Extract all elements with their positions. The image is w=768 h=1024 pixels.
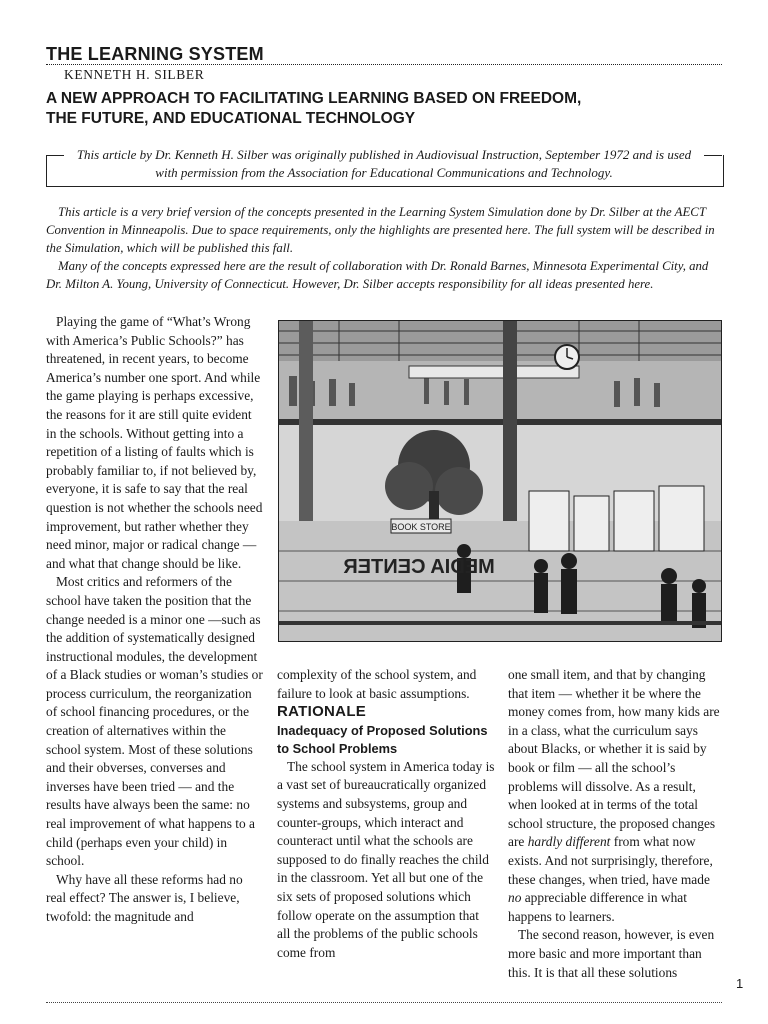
col3-text-a: one small item, and that by changing that item — whether it be where the money comes from, how many kids are in a class, what the curriculum says about Blacks, or whether it is said by book or film — all the school’s problems will dissolve. As a result, when looked at in terms of the total school structure, the proposed changes are bbox=[508, 667, 720, 850]
media-center-sign: MEDIA CENTER bbox=[343, 556, 495, 578]
section-heading-rationale: RATIONALE bbox=[277, 703, 367, 721]
col2-paragraph-2: The school system in America today is a vast set of bureaucratically organized systems and subsystems, group and counter-groups, which interact and counteract until what the schools are supposed to do finally reaches the child in the classroom. Yet all but one of the six sets of proposed solutions which follow operate on the assumption that all the problems of the public schools come from bbox=[277, 758, 495, 960]
body-column-2 bbox=[277, 666, 495, 962]
note-box-top-left-rule bbox=[46, 155, 64, 156]
col3-paragraph-1 bbox=[508, 666, 722, 926]
note-line-2: with permission from the Association for Educational Communications and Technology. bbox=[155, 165, 613, 180]
col1-paragraph-2: Most critics and reformers of the school have taken the position that the change needed is a minor one —such as the addition of systematically designed instructional modules, the development of a Black studies or woman’s studies or process curriculum, the reorganization of school financing procedures, or the creation of alternatives within the school system. Most of these solutions and their obverses, converses and inverses have been tried — and the results have always been the same: no real improvement of what happens to a child (perhaps even your child) in school. bbox=[46, 574, 263, 869]
col3-text-b: from what now exists. And not surprisingly, therefore, these changes, when tried, have made bbox=[508, 834, 713, 887]
intro-italic-paragraphs bbox=[46, 203, 722, 293]
col1-paragraph-1: Playing the game of “What’s Wrong with America’s Public Schools?” has threatened, in recent years, to become America’s number one sport. And while the game playing is perhaps excessive, the reasons for it are still quite evident in the schools. Without getting into a repetition of a listing of faults which is probably familiar to, if not believed by, everyone, it is safe to say that the real question is not whether the schools need improvement, but rather whether they need minor, major or radical change — and what that change should be like. bbox=[46, 314, 263, 571]
article-subtitle bbox=[46, 89, 736, 129]
col3-emphasis-no: no bbox=[508, 890, 522, 906]
intro-paragraph-1: This article is a very brief version of the concepts presented in the Learning System Simulation done by Dr. Silber at the AECT Convention in Minneapolis. Due to space requirements, only the highlights are presented here. The full system will be described in the Simulation, which will be published this fall. bbox=[46, 205, 715, 255]
footer-dotted-divider bbox=[46, 1002, 722, 1003]
note-line-1: This article by Dr. Kenneth H. Silber was originally published in Audiovisual Instruction, September 1972 and is used bbox=[76, 147, 692, 162]
subtitle-line-1: A NEW APPROACH TO FACILITATING LEARNING BASED ON FREEDOM, bbox=[46, 90, 582, 107]
subtitle-line-2: THE FUTURE, AND EDUCATIONAL TECHNOLOGY bbox=[46, 110, 416, 127]
col2-paragraph-1: complexity of the school system, and failure to look at basic assumptions. bbox=[277, 667, 477, 701]
header-dotted-divider bbox=[46, 64, 722, 65]
author-name: KENNETH H. SILBER bbox=[64, 67, 205, 82]
col1-paragraph-3: Why have all these reforms had no real effect? The answer is, I believe, twofold: the magnitude and bbox=[46, 871, 243, 924]
col3-text-c: appreciable difference in what happens to learners. bbox=[508, 890, 687, 924]
col3-emphasis-hardly-different: hardly different bbox=[527, 834, 611, 850]
body-column-1 bbox=[46, 313, 264, 927]
note-box-top-right-rule bbox=[704, 155, 722, 156]
page-number: 1 bbox=[736, 976, 744, 991]
col3-paragraph-2: The second reason, however, is even more basic and more important than this. It is that all these solutions bbox=[508, 927, 715, 980]
book-store-sign: BOOK STORE bbox=[391, 522, 451, 532]
learning-center-illustration bbox=[278, 320, 722, 642]
body-column-3 bbox=[508, 666, 722, 982]
permission-note-text bbox=[64, 146, 704, 182]
subsection-heading: Inadequacy of Proposed Solutions to School Problems bbox=[277, 722, 488, 756]
intro-paragraph-2: Many of the concepts expressed here are the result of collaboration with Dr. Ronald Barnes, Minnesota Experimental City, and Dr. Milton A. Young, University of Connecticut. However, Dr. Silber accepts responsibility for all ideas presented here. bbox=[46, 259, 709, 291]
article-section-title: THE LEARNING SYSTEM bbox=[46, 44, 264, 64]
